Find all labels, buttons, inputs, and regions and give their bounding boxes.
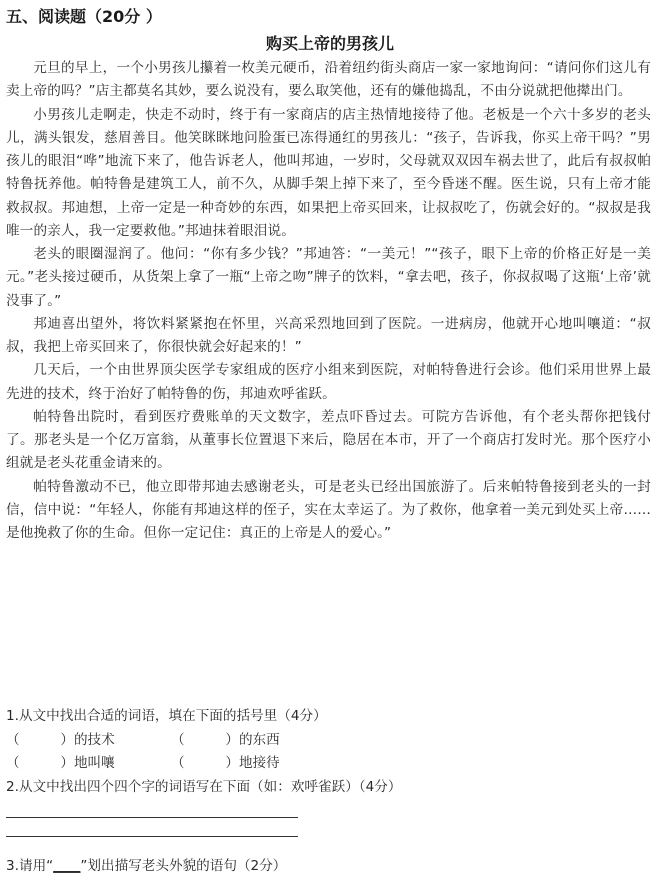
fill-row-1	[6, 729, 651, 753]
paragraph: 老头的眼圈湿润了。他问：“你有多少钱？”邦迪答：“一美元！”“孩子，眼下上帝的价格正好是一美元。”老头接过硬币，从货架上拿了一瓶“上帝之吻”牌子的饮料，“拿去吧，孩子，你叔叔喝了这瓶‘上帝’就没事了。”	[6, 246, 651, 309]
fill-blank[interactable]: （ ）的技术	[6, 731, 115, 748]
fill-blank[interactable]: （ ）的东西	[171, 731, 280, 748]
question-2: 2.从文中找出四个四个字的词语写在下面（如：欢呼雀跃）（4分）	[6, 778, 402, 795]
question-3-suffix: ”划出描写老头外貌的语句（2分）	[80, 858, 287, 874]
story-title: 购买上帝的男孩儿	[265, 34, 394, 53]
answer-line[interactable]	[6, 817, 298, 818]
fill-blank[interactable]: （ ）地接待	[171, 755, 280, 771]
paragraph: 帕特鲁激动不已，他立即带邦迪去感谢老头，可是老头已经出国旅游了。后来帕特鲁接到老头的一封信，信中说：“年轻人，你能有邦迪这样的侄子，实在太幸运了。为了救你，他拿着一美元到处买上帝……是他挽救了你的生命。但你一定记住：真正的上帝是人的爱心。”	[6, 478, 651, 541]
answer-line[interactable]	[6, 836, 298, 837]
paragraph: 元旦的早上，一个小男孩儿攥着一枚美元硬币，沿着纽约街头商店一家一家地询问：“请问你们这儿有卖上帝的吗？”店主都莫名其妙，要么说没有，要么取笑他，还有的嫌他捣乱，不由分说就把他撵出门。	[6, 60, 651, 100]
underline-mark: ____	[53, 858, 81, 874]
question-3-prefix: 3.请用“	[6, 858, 54, 874]
paragraph: 帕特鲁出院时，看到医疗费账单的天文数字，差点吓昏过去。可院方告诉他，有个老头帮你把钱付了。那老头是一个亿万富翁，从董事长位置退下来后，隐居在本市，开了一个商店打发时光。那个医疗小组就是老头花重金请来的。	[6, 408, 651, 472]
paragraph: 邦迪喜出望外，将饮料紧紧抱在怀里，兴高采烈地回到了医院。一进病房，他就开心地叫嚷道：“叔叔，我把上帝买回来了，你很快就会好起来的！”	[6, 315, 651, 355]
question-section	[6, 705, 651, 879]
section-heading: 五、阅读题（20分 ）	[6, 7, 162, 26]
question-3	[6, 855, 651, 879]
story-body	[6, 57, 651, 545]
fill-blank[interactable]: （ ）地叫嚷	[6, 755, 115, 771]
paragraph: 小男孩儿走啊走，快走不动时，终于有一家商店的店主热情地接待了他。老板是一个六十多岁的老头儿，满头银发，慈眉善目。他笑眯眯地问脸蛋已冻得通红的男孩儿：“孩子，告诉我，你买上帝干吗？”男孩儿的眼泪“哗”地流下来了，他告诉老人，他叫邦迪，一岁时，父母就双双因车祸去世了，此后有叔叔帕特鲁抚养他。帕特鲁是建筑工人，前不久，从脚手架上掉下来了，至今昏迷不醒。医生说，只有上帝才能救叔叔。邦迪想，上帝一定是一种奇妙的东西，如果把上帝买回来，让叔叔吃了，伤就会好的。“叔叔是我唯一的亲人，我一定要救他。”邦迪抹着眼泪说。	[6, 106, 651, 239]
paragraph: 几天后，一个由世界顶尖医学专家组成的医疗小组来到医院，对帕特鲁进行会诊。他们采用世界上最先进的技术，终于治好了帕特鲁的伤，邦迪欢呼雀跃。	[6, 362, 651, 402]
question-1: 1.从文中找出合适的词语，填在下面的括号里（4分）	[6, 708, 327, 724]
fill-row-2	[6, 752, 651, 776]
